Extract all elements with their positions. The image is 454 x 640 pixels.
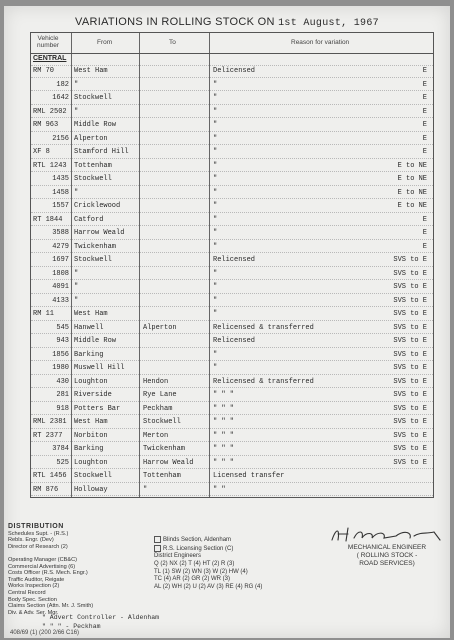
table-row xyxy=(31,485,433,497)
table-row xyxy=(31,188,433,200)
table-row xyxy=(31,471,433,483)
distribution-entry xyxy=(154,553,304,561)
to-cell: Peckham xyxy=(143,404,173,413)
vehicle-number: 943 xyxy=(56,337,69,345)
reason-cell: " xyxy=(213,296,218,305)
from-cell: Harrow Weald xyxy=(74,229,125,237)
reason-cell: " xyxy=(213,242,218,251)
variation-mark: SVS to E xyxy=(393,364,427,372)
from-cell: Stamford Hill xyxy=(74,148,129,156)
document-sheet xyxy=(4,6,450,638)
reason-cell: Relicensed xyxy=(213,256,256,264)
reason-cell: " xyxy=(213,148,218,156)
table-header xyxy=(31,33,433,54)
variation-mark: SVS to E xyxy=(393,337,427,345)
distribution-entry: Operating Manager (CB&C) xyxy=(8,556,78,563)
vehicle-number: 525 xyxy=(56,458,69,467)
from-cell: " xyxy=(74,296,79,305)
from-cell: Barking xyxy=(74,445,104,453)
vehicle-number: RM 963 xyxy=(33,121,59,129)
vehicle-number: 2156 xyxy=(52,134,69,143)
distribution-entry: Director of Research (2) xyxy=(8,543,68,550)
form-reference: 408/69 (1) (200 2/66 C16) xyxy=(10,630,80,636)
vehicle-number: RTL 1456 xyxy=(33,472,67,480)
from-cell: Stockwell xyxy=(74,175,112,183)
variation-mark: SVS to E xyxy=(393,296,427,305)
variation-mark: SVS to E xyxy=(393,404,427,413)
variation-mark: E xyxy=(422,215,427,224)
distribution-entry: Costs Officer (R.S. Mech. Engr.) xyxy=(8,570,88,577)
vehicle-number: 3784 xyxy=(52,445,69,453)
vehicle-number: 1458 xyxy=(52,188,69,197)
title-date: 1st August, 1967 xyxy=(278,18,379,29)
variation-mark: SVS to E xyxy=(393,283,427,291)
engineer-stamp xyxy=(326,526,448,568)
vehicle-number: 281 xyxy=(56,391,69,399)
table-row xyxy=(31,404,433,416)
variation-mark: SVS to E xyxy=(393,256,427,264)
reason-cell: " xyxy=(213,364,218,372)
from-cell: Stockwell xyxy=(74,472,112,480)
reason-cell: " " " xyxy=(213,445,235,453)
from-cell: Middle Row xyxy=(74,121,117,129)
distribution-entry: Central Record xyxy=(8,589,46,596)
vehicle-number: 1642 xyxy=(52,94,69,102)
reason-cell: " xyxy=(213,80,218,89)
from-cell: " xyxy=(74,188,79,197)
variation-mark: E to NE xyxy=(397,161,427,170)
vehicle-number: 1435 xyxy=(52,175,69,183)
distribution-right-column xyxy=(154,536,304,591)
variation-mark: E to NE xyxy=(397,202,427,210)
vehicle-number: 1980 xyxy=(52,364,69,372)
table-row xyxy=(31,390,433,402)
distribution-entry: Body Spec. Section xyxy=(8,596,57,603)
reason-cell: " xyxy=(213,229,218,237)
table-row xyxy=(31,66,433,78)
vehicle-number: 918 xyxy=(56,404,69,413)
vehicle-number: XF 8 xyxy=(33,148,50,156)
section-row xyxy=(31,54,433,66)
variation-mark: E xyxy=(422,242,427,251)
distribution-entry: Div. & Adv. Ser. Mgr. xyxy=(8,609,59,616)
from-cell: West Ham xyxy=(74,67,108,75)
header-to: To xyxy=(169,39,176,46)
stamp-line-2: ( ROLLING STOCK - xyxy=(356,552,418,559)
reason-cell: Delicensed xyxy=(213,67,256,75)
variation-mark: SVS to E xyxy=(393,418,427,426)
vehicle-number: RM 11 xyxy=(33,310,55,318)
distribution-entry: Traffic Auditor, Reigate xyxy=(8,576,65,583)
to-cell: Harrow Weald xyxy=(143,458,194,467)
header-reason: Reason for variation xyxy=(291,39,350,46)
vehicle-number: RTL 1243 xyxy=(33,161,67,170)
table-row xyxy=(31,215,433,227)
from-cell: Stockwell xyxy=(74,94,112,102)
table-row xyxy=(31,309,433,321)
table-row xyxy=(31,444,433,456)
table-row xyxy=(31,255,433,267)
vehicle-number: RT 1844 xyxy=(33,215,63,224)
to-cell: Twickenham xyxy=(143,445,186,453)
typed-line: " " " - Peckham xyxy=(42,623,101,630)
vehicle-number: 3588 xyxy=(52,229,69,237)
variation-mark: E xyxy=(422,148,427,156)
title-text: VARIATIONS IN ROLLING STOCK ON xyxy=(75,16,275,28)
variation-mark: E xyxy=(422,107,427,116)
distribution-entry xyxy=(154,569,304,577)
variation-mark: E xyxy=(422,121,427,129)
reason-cell: " " " xyxy=(213,431,235,440)
variation-mark: E xyxy=(422,229,427,237)
distribution-entry xyxy=(154,561,304,569)
vehicle-number: 430 xyxy=(56,377,69,386)
table-row xyxy=(31,228,433,240)
reason-cell: " xyxy=(213,121,218,129)
vehicle-number: 4091 xyxy=(52,283,69,291)
reason-cell: Relicensed & transferred xyxy=(213,377,314,386)
from-cell: Loughton xyxy=(74,458,108,467)
table-row xyxy=(31,120,433,132)
table-row xyxy=(31,242,433,254)
variation-mark: E to NE xyxy=(397,175,427,183)
signature xyxy=(326,526,446,544)
from-cell: Norbiton xyxy=(74,431,108,440)
reason-cell: Relicensed & transferred xyxy=(213,323,314,332)
to-cell: Alperton xyxy=(143,323,177,332)
from-cell: " xyxy=(74,80,79,89)
from-cell: Tottenham xyxy=(74,161,112,170)
reason-cell: " xyxy=(213,350,218,359)
distribution-entry-text: R.S. Licensing Section (C) xyxy=(163,545,234,552)
checkbox-icon xyxy=(154,545,161,552)
from-cell: Alperton xyxy=(74,134,108,143)
variation-mark: SVS to E xyxy=(393,458,427,467)
table-row xyxy=(31,458,433,470)
from-cell: West Ham xyxy=(74,310,108,318)
section-label: CENTRAL xyxy=(33,55,67,62)
reason-cell: " " xyxy=(213,485,226,494)
table-row xyxy=(31,201,433,213)
from-cell: Stockwell xyxy=(74,256,112,264)
table-row xyxy=(31,431,433,443)
from-cell: Middle Row xyxy=(74,337,117,345)
distribution-entry xyxy=(154,536,304,545)
table-row xyxy=(31,350,433,362)
to-cell: Rye Lane xyxy=(143,391,177,399)
from-cell: Holloway xyxy=(74,485,108,494)
variation-mark: E xyxy=(422,80,427,89)
from-cell: " xyxy=(74,283,79,291)
from-cell: West Ham xyxy=(74,418,108,426)
reason-cell: " " " xyxy=(213,418,235,426)
to-cell: Merton xyxy=(143,431,169,440)
reason-cell: " xyxy=(213,161,218,170)
from-cell: " xyxy=(74,107,79,116)
distribution-entry: Schedules Supt. - (R.S.) xyxy=(8,530,69,537)
typed-line: " Advert Controller - Aldenham xyxy=(42,614,160,621)
distribution-entry-text: Q (2) NX (2) T (4) HT (2) R (3) xyxy=(154,560,235,567)
to-cell: Hendon xyxy=(143,377,169,386)
vehicle-number: RML 2381 xyxy=(33,418,67,426)
table-row xyxy=(31,336,433,348)
from-cell: " xyxy=(74,269,79,278)
vehicle-number: RML 2502 xyxy=(33,107,67,116)
table-row xyxy=(31,174,433,186)
from-cell: Loughton xyxy=(74,377,108,386)
reason-cell: Relicensed xyxy=(213,337,256,345)
from-cell: Catford xyxy=(74,215,104,224)
reason-cell: " " " xyxy=(213,458,235,467)
from-cell: Hanwell xyxy=(74,323,104,332)
table-row xyxy=(31,417,433,429)
stamp-line-3: ROAD SERVICES) xyxy=(359,560,415,567)
header-vehicle: Vehicle number xyxy=(36,35,60,49)
vehicle-number: 1557 xyxy=(52,202,69,210)
table-row xyxy=(31,269,433,281)
reason-cell: " " " xyxy=(213,391,235,399)
distribution-entry: Rebls. Engr. (Dev) xyxy=(8,537,54,544)
from-cell: Cricklewood xyxy=(74,202,121,210)
reason-cell: " xyxy=(213,188,218,197)
table-row xyxy=(31,107,433,119)
distribution-entry xyxy=(154,584,304,592)
header-from: From xyxy=(97,39,113,46)
reason-cell: " xyxy=(213,202,218,210)
reason-cell: " " " xyxy=(213,404,235,413)
variation-mark: E xyxy=(422,134,427,143)
reason-cell: " xyxy=(213,310,218,318)
vehicle-number: 4133 xyxy=(52,296,69,305)
table-row xyxy=(31,80,433,92)
distribution-entry-text: TL (1) SW (2) WN (3) W (2) HW (4) xyxy=(154,568,248,575)
reason-cell: " xyxy=(213,283,218,291)
reason-cell: Licensed transfer xyxy=(213,472,285,480)
reason-cell: " xyxy=(213,134,218,143)
variation-mark: SVS to E xyxy=(393,350,427,359)
variation-mark: E xyxy=(422,94,427,102)
table-row xyxy=(31,161,433,173)
table-row xyxy=(31,93,433,105)
table-row xyxy=(31,377,433,389)
checkbox-icon xyxy=(154,536,161,543)
vehicle-number: RM 876 xyxy=(33,485,59,494)
distribution-entry-text: District Engineers xyxy=(154,553,202,560)
from-cell: Twickenham xyxy=(74,242,117,251)
reason-cell: " xyxy=(213,94,218,102)
vehicle-number: 4279 xyxy=(52,242,69,251)
reason-cell: " xyxy=(213,175,218,183)
table-row xyxy=(31,323,433,335)
vehicle-number: 1808 xyxy=(52,269,69,278)
reason-cell: " xyxy=(213,269,218,278)
vehicle-number: 545 xyxy=(56,323,69,332)
variation-mark: SVS to E xyxy=(393,445,427,453)
table-row xyxy=(31,134,433,146)
distribution-entry-text: AL (2) WH (2) U (2) AV (3) RE (4) RG (4) xyxy=(154,583,263,590)
vehicle-number: 1856 xyxy=(52,350,69,359)
distribution-entry: Commercial Advertising (6) xyxy=(8,563,76,570)
table-row xyxy=(31,363,433,375)
distribution-entry xyxy=(154,576,304,584)
vehicle-number: 1697 xyxy=(52,256,69,264)
from-cell: Potters Bar xyxy=(74,404,121,413)
vehicle-number: RM 70 xyxy=(33,67,55,75)
table-row xyxy=(31,147,433,159)
reason-cell: " xyxy=(213,215,218,224)
distribution-entry xyxy=(154,545,304,554)
reason-cell: " xyxy=(213,107,218,116)
variations-table xyxy=(30,32,434,498)
variation-mark: SVS to E xyxy=(393,310,427,318)
variation-mark: SVS to E xyxy=(393,377,427,386)
distribution-heading: DISTRIBUTION xyxy=(8,523,64,530)
variation-mark: SVS to E xyxy=(393,391,427,399)
distribution-entry: Works Inspection (2) xyxy=(8,583,60,590)
from-cell: Barking xyxy=(74,350,104,359)
from-cell: Riverside xyxy=(74,391,112,399)
to-cell: " xyxy=(143,485,148,494)
variation-mark: SVS to E xyxy=(393,431,427,440)
table-row xyxy=(31,282,433,294)
to-cell: Stockwell xyxy=(143,418,181,426)
to-cell: Tottenham xyxy=(143,472,181,480)
vehicle-number: RT 2377 xyxy=(33,431,63,440)
from-cell: Muswell Hill xyxy=(74,364,125,372)
stamp-line-1: MECHANICAL ENGINEER xyxy=(347,544,427,551)
variation-mark: E to NE xyxy=(397,188,427,197)
distribution-entry-text: Blinds Section, Aldenham xyxy=(163,537,232,544)
distribution-entry-text: TC (4) AR (2) GR (2) WR (3) xyxy=(154,576,230,583)
variation-mark: E xyxy=(422,67,427,75)
distribution-entry: Claims Section (Attn. Mr. J. Smith) xyxy=(8,603,94,610)
table-row xyxy=(31,296,433,308)
variation-mark: SVS to E xyxy=(393,269,427,278)
vehicle-number: 182 xyxy=(56,80,69,89)
document-title xyxy=(4,16,450,32)
variation-mark: SVS to E xyxy=(393,323,427,332)
